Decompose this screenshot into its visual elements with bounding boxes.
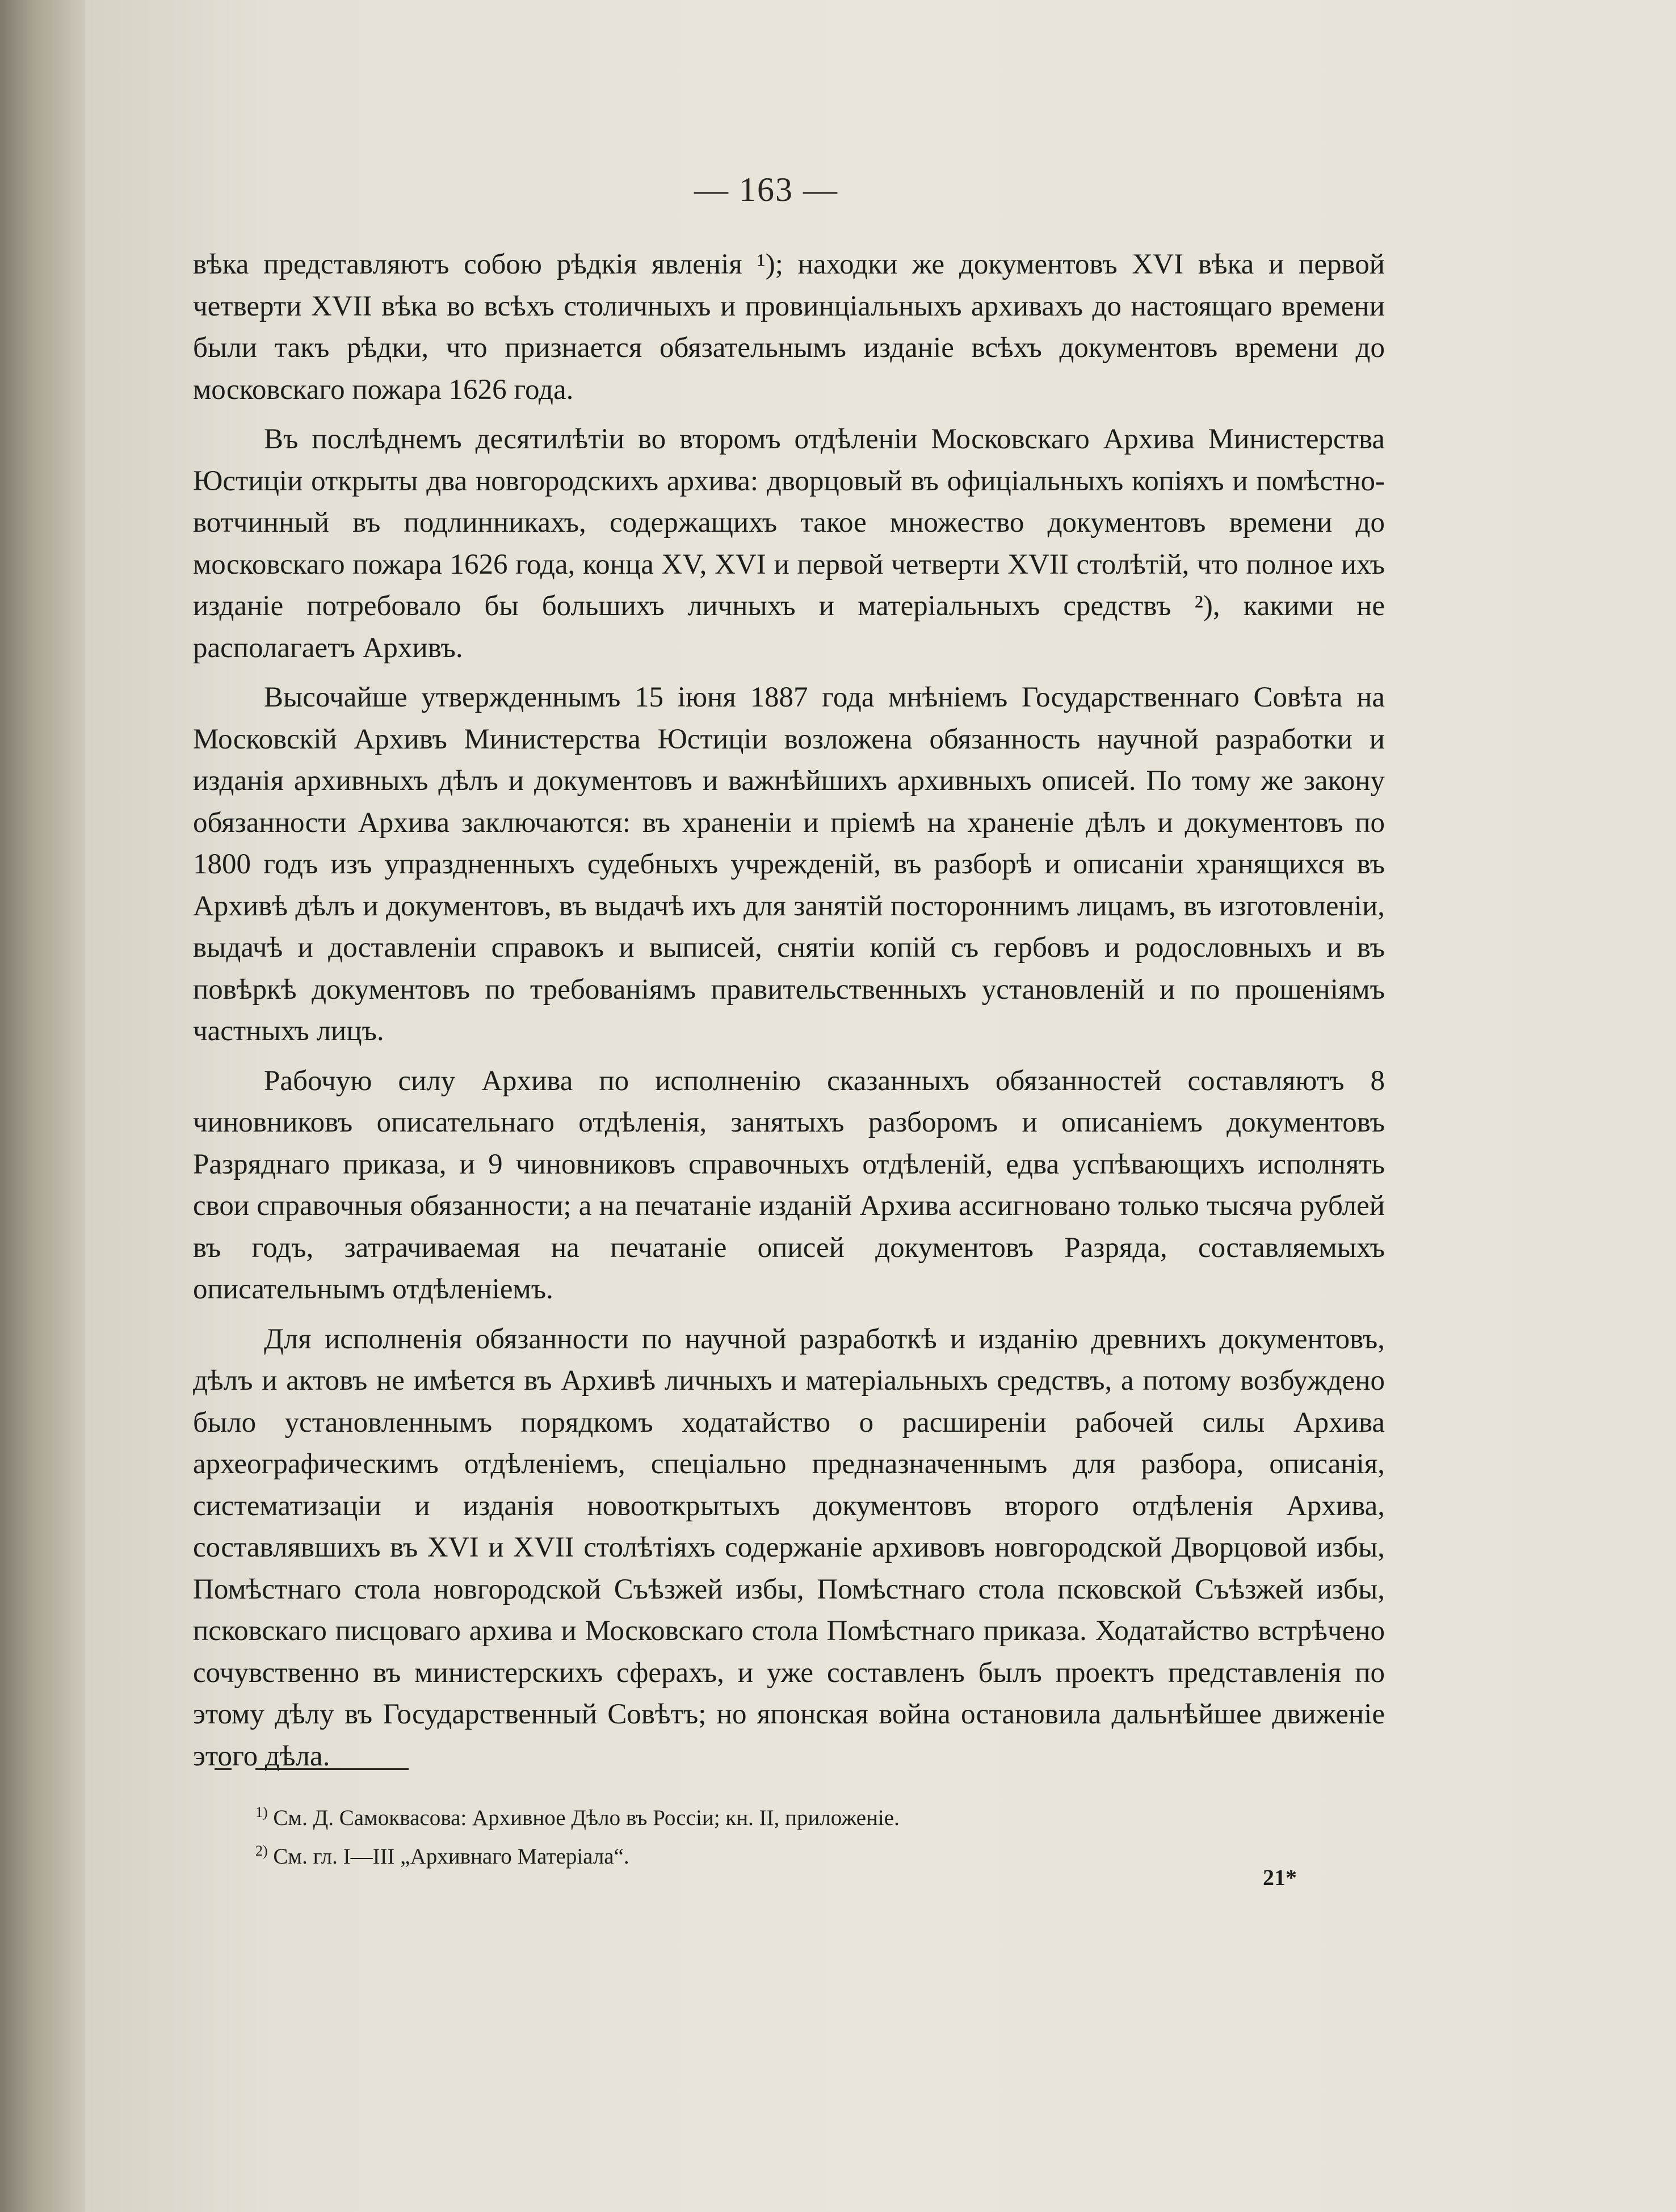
book-gutter xyxy=(0,0,85,2212)
page-number: — 163 — xyxy=(694,171,838,208)
footnote xyxy=(255,1796,1334,1835)
paragraph: Рабочую силу Архива по исполненію сказанныхъ обязанностей составляютъ 8 чиновниковъ описательнаго отдѣленія, занятыхъ разборомъ и описаніемъ документовъ Разряднаго приказа, и 9 чиновниковъ справочныхъ отдѣленій, едва успѣвающихъ исполнять свои справочныя обязанности; а на печатаніе изданій Архива ассигновано только тысяча рублей въ годъ, затрачиваемая на печатаніе описей документовъ Разряда, составляемыхъ описательнымъ отдѣленіемъ. xyxy=(193,1065,1385,1305)
footnote-marker: 1) xyxy=(255,1804,268,1820)
footnote-text: См. гл. I—III „Архивнаго Матеріала“. xyxy=(273,1844,629,1869)
footnote-rule xyxy=(255,1768,409,1770)
footnote-marker: 2) xyxy=(255,1843,268,1859)
paragraph: вѣка представляютъ собою рѣдкія явленія ¹); находки же документовъ XVI вѣка и первой четверти XVII вѣка во всѣхъ столичныхъ и провинціальныхъ архивахъ до настоящаго времени были такъ рѣдки, что признается обязательнымъ изданіе всѣхъ документовъ времени до московскаго пожара 1626 года. xyxy=(193,249,1385,406)
main-text xyxy=(193,244,1385,1785)
footnote xyxy=(255,1835,1334,1873)
paragraph: Для исполненія обязанности по научной разработкѣ и изданію древнихъ документовъ, дѣлъ и актовъ не имѣется въ Архивѣ личныхъ и матеріальныхъ средствъ, а потому возбуждено было установленнымъ порядкомъ ходатайство о расширеніи рабочей силы Архива археографическимъ отдѣленіемъ, спеціально предназначеннымъ для разбора, описанія, систематизаціи и изданія новооткрытыхъ документовъ второго отдѣленія Архива, составлявшихъ въ XVI и XVII столѣтіяхъ содержаніе архивовъ новгородской Дворцовой избы, Помѣстнаго стола новгородской Съѣзжей избы, Помѣстнаго стола псковской Съѣзжей избы, псковскаго писцоваго архива и Московскаго стола Помѣстнаго приказа. Ходатайство встрѣчено сочувственно въ министерскихъ сферахъ, и уже составленъ былъ проектъ представленія по этому дѣлу въ Государственный Совѣтъ; но японская война остановила дальнѣйшее движеніе этого дѣла. xyxy=(193,1323,1385,1772)
paragraph: Высочайше утвержденнымъ 15 іюня 1887 года мнѣніемъ Государственнаго Совѣта на Московскій Архивъ Министерства Юстиціи возложена обязанность научной разработки и изданія архивныхъ дѣлъ и документовъ и важнѣйшихъ архивныхъ описей. По тому же закону обязанности Архива заключаются: въ храненіи и пріемѣ на храненіе дѣлъ и документовъ по 1800 годъ изъ упраздненныхъ судебныхъ учрежденій, въ разборѣ и описаніи хранящихся въ Архивѣ дѣлъ и документовъ, въ выдачѣ ихъ для занятій постороннимъ лицамъ, въ изготовленіи, выдачѣ и доставленіи справокъ и выписей, снятіи копій съ гербовъ и родословныхъ и въ повѣркѣ документовъ по требованіямъ правительственныхъ установленій и по прошеніямъ частныхъ лицъ. xyxy=(193,682,1385,1047)
book-page xyxy=(85,0,1676,2212)
footnote-text: См. Д. Самоквасова: Архивное Дѣло въ Россіи; кн. II, приложеніе. xyxy=(273,1806,900,1830)
signature-mark: 21* xyxy=(1263,1865,1297,1890)
paragraph: Въ послѣднемъ десятилѣтіи во второмъ отдѣленіи Московскаго Архива Министерства Юстиціи открыты два новгородскихъ архива: дворцовый въ офиціальныхъ копіяхъ и помѣстно-вотчинный въ подлинникахъ, содержащихъ такое множество документовъ времени до московскаго пожара 1626 года, конца XV, XVI и первой четверти XVII столѣтій, что полное ихъ изданіе потребовало бы большихъ личныхъ и матеріальныхъ средствъ ²), какими не располагаетъ Архивъ. xyxy=(193,423,1385,664)
footnote-dash xyxy=(215,1768,232,1770)
footnotes xyxy=(255,1796,1334,1873)
